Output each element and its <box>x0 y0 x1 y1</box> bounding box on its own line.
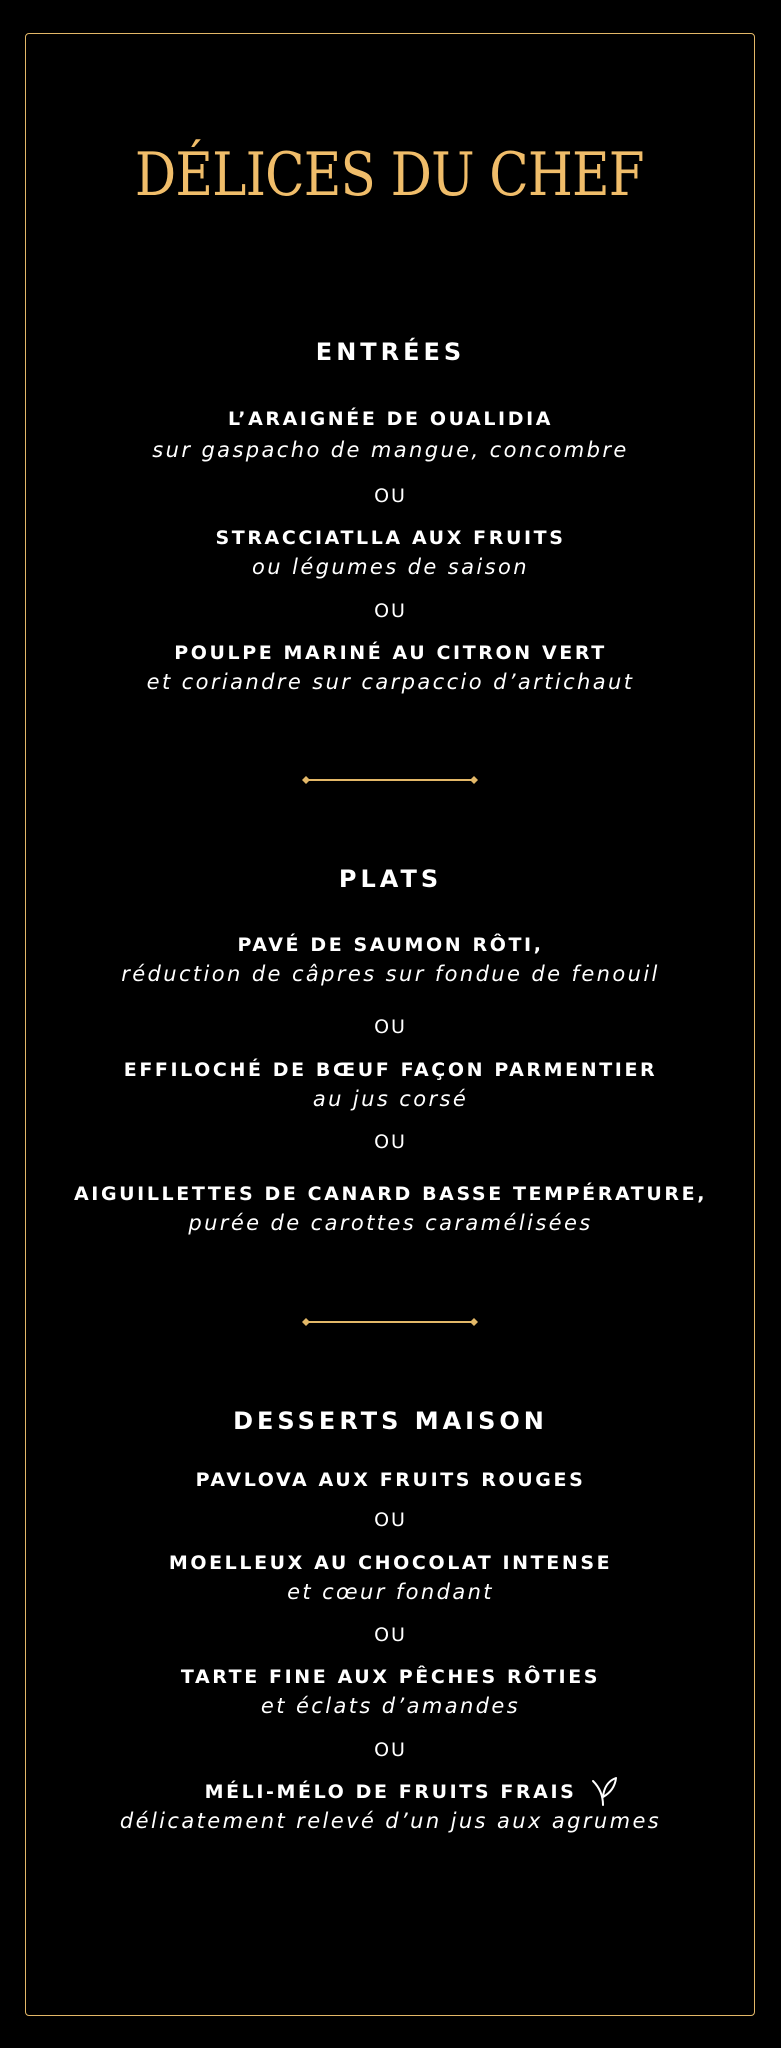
dish-description: purée de carottes caramélisées <box>188 1211 593 1235</box>
or-separator: OU <box>374 1016 407 1038</box>
or-separator: OU <box>374 485 407 507</box>
dish-name: L’ARAIGNÉE DE OUALIDIA <box>227 408 554 430</box>
dish-description: délicatement relevé d’un jus aux agrumes <box>119 1809 662 1833</box>
vegetarian-leaf-icon <box>588 1775 618 1807</box>
or-separator: OU <box>374 1509 407 1531</box>
dish-name: MOELLEUX AU CHOCOLAT INTENSE <box>168 1552 613 1574</box>
or-separator: OU <box>374 1131 407 1153</box>
dish-description: et cœur fondant <box>287 1580 494 1604</box>
dish-description: au jus corsé <box>312 1087 469 1111</box>
dish-name: POULPE MARINÉ AU CITRON VERT <box>174 642 607 664</box>
dish-description: sur gaspacho de mangue, concombre <box>152 438 629 462</box>
ornamental-divider <box>300 774 480 786</box>
section-title-entrees: ENTRÉES <box>315 338 466 366</box>
section-title-desserts: DESSERTS MAISON <box>233 1407 548 1435</box>
dish-description: ou légumes de saison <box>252 555 529 579</box>
section-title-plats: PLATS <box>338 865 443 893</box>
dish-name: AIGUILLETTES DE CANARD BASSE TEMPÉRATURE, <box>73 1183 708 1205</box>
menu-title: DÉLICES DU CHEF <box>134 140 644 210</box>
dish-name: EFFILOCHÉ DE BŒUF FAÇON PARMENTIER <box>123 1059 658 1081</box>
or-separator: OU <box>374 1624 407 1646</box>
or-separator: OU <box>374 600 407 622</box>
dish-description: réduction de câpres sur fondue de fenouil <box>121 962 660 986</box>
or-separator: OU <box>374 1739 407 1761</box>
ornamental-divider <box>300 1316 480 1328</box>
dish-description: et coriandre sur carpaccio d’artichaut <box>146 670 635 694</box>
dish-name: STRACCIATLLA AUX FRUITS <box>215 527 566 549</box>
dish-name: MÉLI-MÉLO DE FRUITS FRAIS <box>204 1781 577 1803</box>
dish-name: PAVLOVA AUX FRUITS ROUGES <box>195 1469 586 1491</box>
dish-name: TARTE FINE AUX PÊCHES RÔTIES <box>180 1666 601 1688</box>
dish-description: et éclats d’amandes <box>260 1694 521 1718</box>
dish-name: PAVÉ DE SAUMON RÔTI, <box>237 934 544 956</box>
